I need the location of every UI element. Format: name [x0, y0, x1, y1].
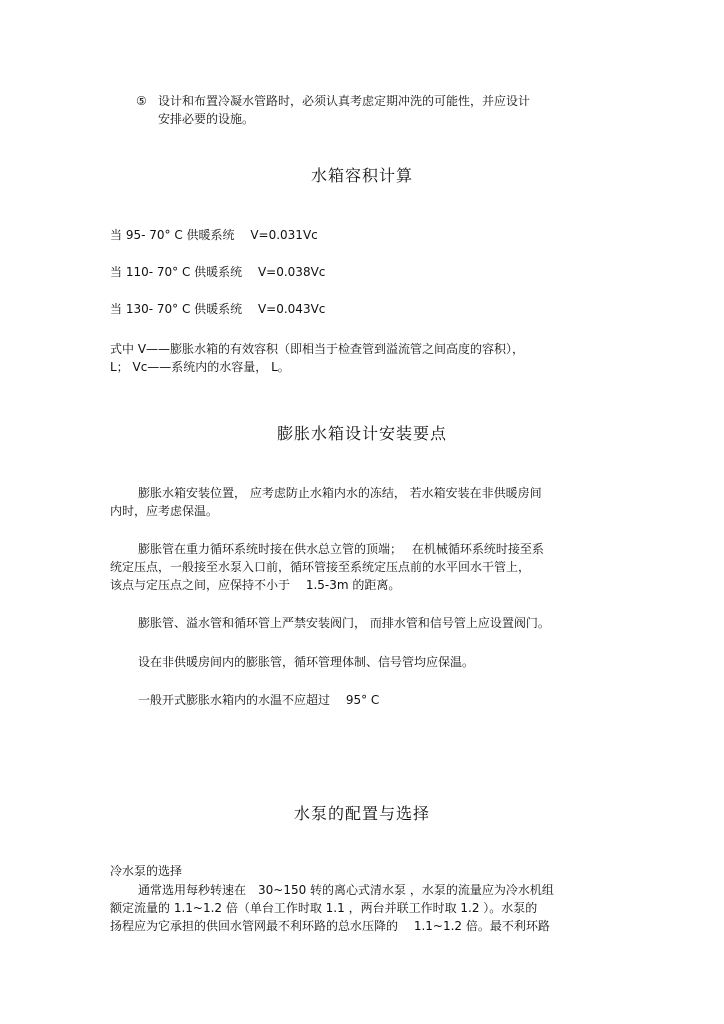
section-title-tank-volume: 水箱容积计算	[310, 166, 413, 185]
formula-note-line-2: L； Vc——系统内的水容量， L。	[110, 360, 290, 374]
formula-110-70: 当 110- 70° C 供暖系统 V=0.038Vc	[110, 265, 326, 279]
item-number-marker: ⑤	[136, 94, 147, 108]
formula-note	[110, 340, 524, 376]
intro-item	[136, 92, 530, 128]
install-p1-line-2: 内时，应考虑保温。	[110, 504, 219, 518]
section-title-tank-install: 膨胀水箱设计安装要点	[276, 424, 447, 443]
intro-line-2: 安排必要的设施。	[158, 112, 255, 126]
install-paragraph-4: 设在非供暖房间内的膨胀管，循环管理体制、信号管均应保温。	[138, 655, 475, 669]
intro-line-1: 设计和布置冷凝水管路时，必须认真考虑定期冲洗的可能性，并应设计	[158, 94, 531, 108]
pump-subheading: 冷水泵的选择	[110, 864, 183, 878]
install-p2-line-3: 该点与定压点之间，应保持不小于 1.5-3m 的距离。	[110, 578, 401, 592]
formula-130-70: 当 130- 70° C 供暖系统 V=0.043Vc	[110, 302, 326, 316]
install-paragraph-3: 膨胀管、溢水管和循环管上严禁安装阀门， 而排水管和信号管上应设置阀门。	[138, 616, 550, 630]
pump-p1-line-1: 通常选用每秒转速在 30~150 转的离心式清水泵 ，水泵的流量应为冷水机组	[138, 883, 554, 897]
install-p2-line-2: 统定压点，一般接至水泵入口前，循环管接至系统定压点前的水平回水干管上，	[110, 560, 531, 574]
install-paragraph-1	[110, 484, 542, 520]
formula-note-line-1: 式中 V——膨胀水箱的有效容积（即相当于检查管到溢流管之间高度的容积），	[110, 342, 525, 356]
pump-p1-line-3: 扬程应为它承担的供回水管网最不利环路的总水压降的 1.1~1.2 倍。最不利环路	[110, 919, 550, 933]
install-p2-line-1: 膨胀管在重力循环系统时接在供水总立管的顶端； 在机械循环系统时接至系	[138, 542, 544, 556]
formula-95-70: 当 95- 70° C 供暖系统 V=0.031Vc	[110, 228, 318, 242]
install-paragraph-5: 一般开式膨胀水箱内的水温不应超过 95° C	[138, 693, 380, 707]
install-p1-line-1: 膨胀水箱安装位置， 应考虑防止水箱内水的冻结， 若水箱安装在非供暖房间	[138, 486, 542, 500]
install-paragraph-2	[110, 540, 544, 594]
section-title-pump-selection: 水泵的配置与选择	[293, 804, 430, 823]
pump-paragraph	[110, 881, 554, 935]
pump-p1-line-2: 额定流量的 1.1~1.2 倍（单台工作时取 1.1 ，两台并联工作时取 1.2 ）。水泵的	[110, 901, 538, 915]
